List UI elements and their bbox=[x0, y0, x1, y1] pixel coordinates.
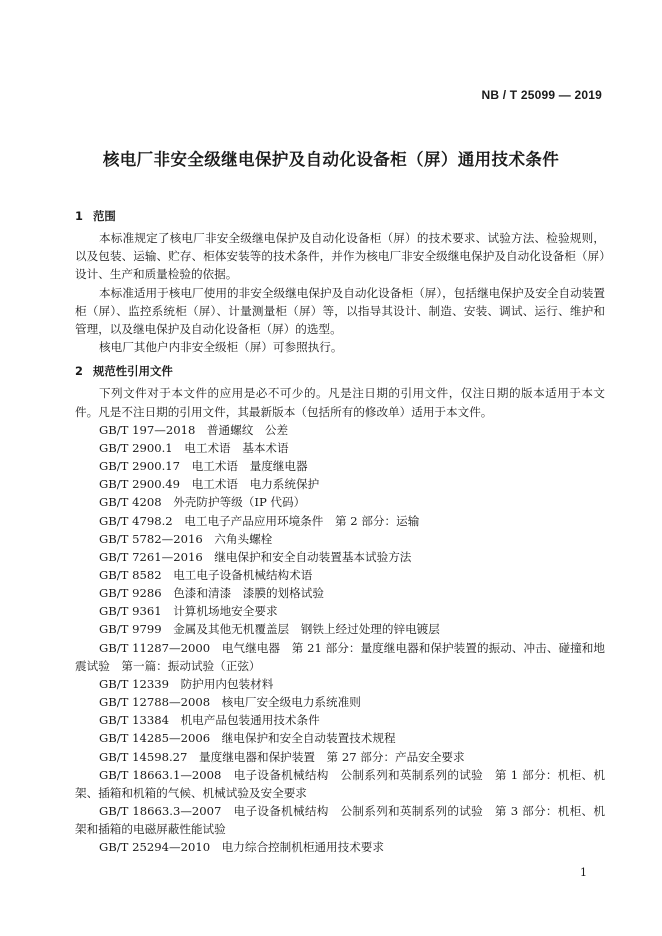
reference-item: GB/T 2900.17 电工术语 量度继电器 bbox=[99, 459, 308, 474]
reference-item: GB/T 13384 机电产品包装通用技术条件 bbox=[99, 713, 320, 728]
reference-item: GB/T 9286 色漆和清漆 漆膜的划格试验 bbox=[99, 586, 324, 601]
reference-item: GB/T 18663.3—2007 电子设备机械结构 公制系列和英制系列的试验 第 3 部分：机柜、机架和插箱的电磁屏蔽性能试验 bbox=[75, 804, 605, 837]
section-title: 规范性引用文件 bbox=[93, 364, 173, 379]
reference-item: GB/T 14285—2006 继电保护和安全自动装置技术规程 bbox=[99, 731, 396, 746]
paragraph: 本标准适用于核电厂使用的非安全级继电保护及自动化设备柜（屏），包括继电保护及安全自动装置柜（屏）、监控系统柜（屏）、计量测量柜（屏）等，以指导其设计、制造、安装、调试、运行、维护和管理，以及继电保护及自动化设备柜（屏）的选型。 bbox=[75, 285, 605, 336]
reference-list bbox=[75, 421, 605, 857]
reference-item: GB/T 7261—2016 继电保护和安全自动装置基本试验方法 bbox=[99, 549, 412, 564]
reference-item: GB/T 8582 电工电子设备机械结构术语 bbox=[99, 567, 313, 582]
paragraph: 下列文件对于本文件的应用是必不可少的。凡是注日期的引用文件，仅注日期的版本适用于本文件。凡是不注日期的引用文件，其最新版本（包括所有的修改单）适用于本文件。 bbox=[75, 386, 605, 419]
section-number: 1 bbox=[75, 209, 83, 223]
reference-item: GB/T 25294—2010 电力综合控制机柜通用技术要求 bbox=[99, 840, 384, 855]
reference-item: GB/T 12788—2008 核电厂安全级电力系统准则 bbox=[99, 695, 361, 710]
reference-item: GB/T 18663.1—2008 电子设备机械结构 公制系列和英制系列的试验 第 1 部分：机柜、机架、插箱和机箱的气候、机械试验及安全要求 bbox=[75, 767, 605, 800]
reference-item: GB/T 11287—2000 电气继电器 第 21 部分：量度继电器和保护装置的振动、冲击、碰撞和地震试验 第一篇：振动试验（正弦） bbox=[75, 640, 605, 673]
reference-item: GB/T 197—2018 普通螺纹 公差 bbox=[99, 422, 289, 437]
section-2-heading bbox=[75, 362, 605, 380]
section-title: 范围 bbox=[93, 209, 116, 223]
reference-item: GB/T 14598.27 量度继电器和保护装置 第 27 部分：产品安全要求 bbox=[99, 749, 465, 764]
section-2-body bbox=[75, 384, 605, 856]
reference-item: GB/T 4798.2 电工电子产品应用环境条件 第 2 部分：运输 bbox=[99, 513, 420, 528]
reference-item: GB/T 5782—2016 六角头螺栓 bbox=[99, 531, 273, 546]
reference-item: GB/T 9361 计算机场地安全要求 bbox=[99, 604, 278, 619]
reference-item: GB/T 9799 金属及其他无机覆盖层 钢铁上经过处理的锌电镀层 bbox=[99, 622, 440, 637]
document-body bbox=[75, 207, 605, 856]
reference-item: GB/T 2900.49 电工术语 电力系统保护 bbox=[99, 477, 320, 492]
section-1-heading bbox=[75, 207, 605, 225]
section-1-body bbox=[75, 229, 605, 356]
reference-item: GB/T 2900.1 电工术语 基本术语 bbox=[99, 440, 289, 455]
reference-item: GB/T 4208 外壳防护等级（IP 代码） bbox=[99, 495, 306, 510]
document-title: 核电厂非安全级继电保护及自动化设备柜（屏）通用技术条件 bbox=[102, 150, 560, 169]
page-number: 1 bbox=[580, 866, 587, 879]
standard-code: NB / T 25099 — 2019 bbox=[481, 88, 602, 102]
paragraph: 核电厂其他户内非安全级柜（屏）可参照执行。 bbox=[99, 340, 343, 355]
paragraph: 本标准规定了核电厂非安全级继电保护及自动化设备柜（屏）的技术要求、试验方法、检验规则，以及包装、运输、贮存、柜体安装等的技术条件，并作为核电厂非安全级继电保护及自动化设备柜（屏）设计、生产和质量检验的依据。 bbox=[75, 231, 605, 282]
section-number: 2 bbox=[75, 364, 83, 379]
reference-item: GB/T 12339 防护用内包装材料 bbox=[99, 676, 274, 691]
